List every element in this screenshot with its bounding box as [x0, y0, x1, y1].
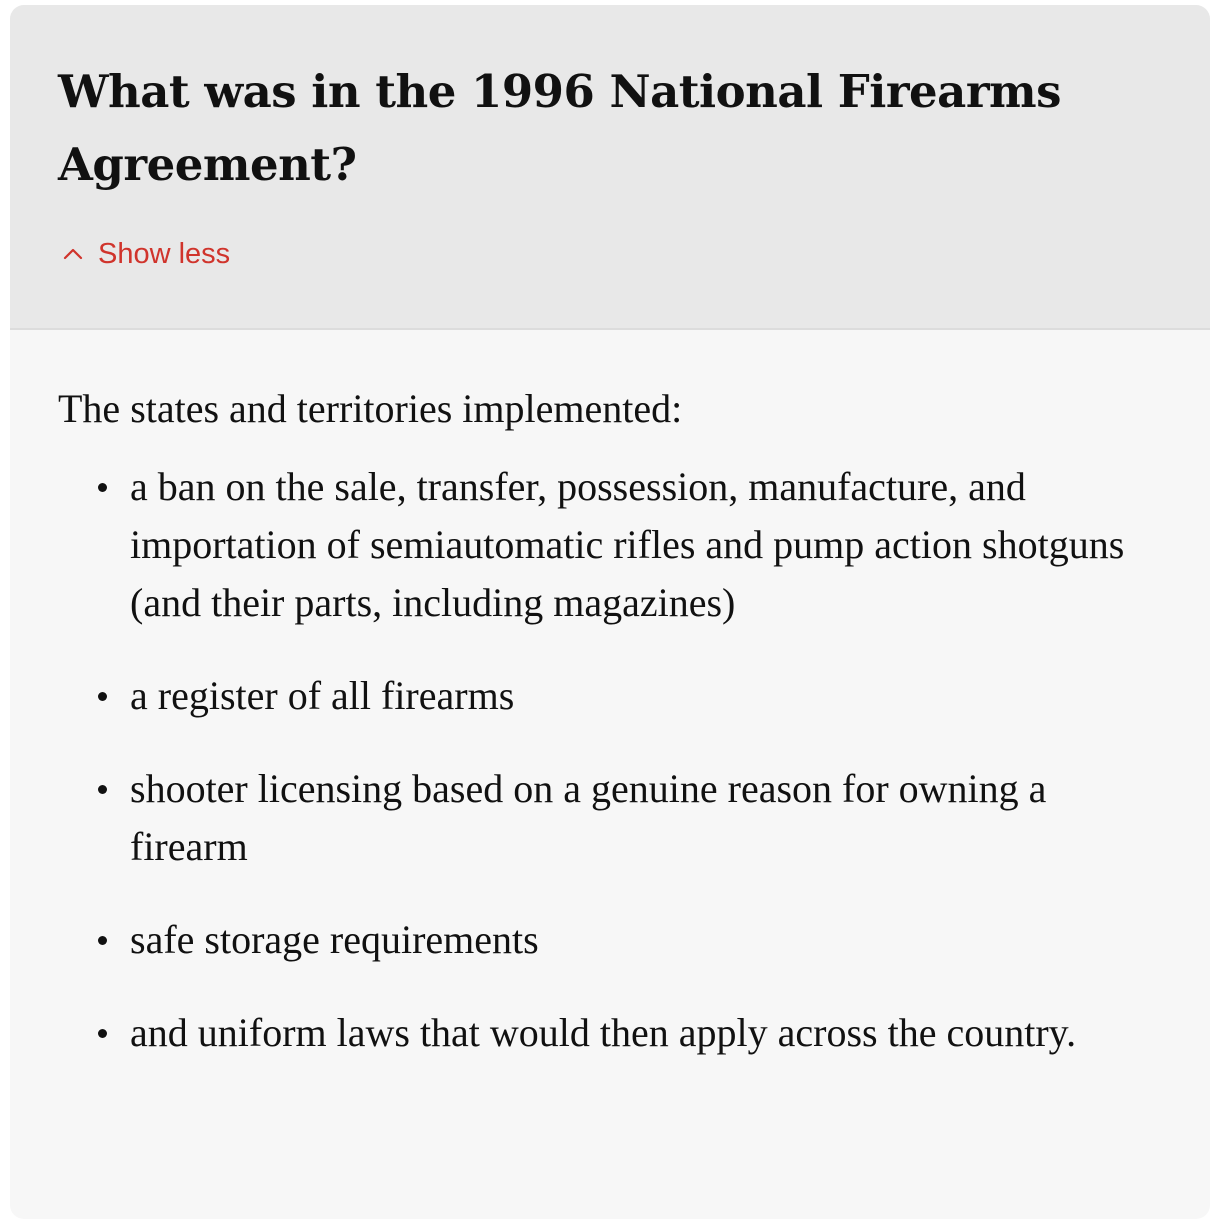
bullet-dot — [98, 785, 107, 794]
list-item-text: safe storage requirements — [130, 917, 539, 962]
show-less-button[interactable] — [58, 239, 230, 269]
answer-list — [58, 458, 1162, 1062]
bullet-dot — [98, 936, 107, 945]
list-item-text: a ban on the sale, transfer, possession, manufacture, and importation of semiautomatic rifles and pump action shotguns (and their parts, including magazines) — [130, 464, 1125, 625]
list-item-text: and uniform laws that would then apply across the country. — [130, 1010, 1077, 1055]
list-item-text: shooter licensing based on a genuine reason for owning a firearm — [130, 766, 1047, 869]
faq-header — [10, 5, 1210, 330]
list-item — [130, 1004, 1162, 1062]
faq-answer — [10, 330, 1210, 1062]
faq-card — [10, 5, 1210, 1219]
faq-question: What was in the 1996 National Firearms Agreement? — [58, 65, 1061, 191]
list-item — [130, 667, 1162, 725]
chevron-up-icon — [62, 243, 84, 265]
list-item-text: a register of all firearms — [130, 673, 515, 718]
bullet-dot — [98, 483, 107, 492]
bullet-dot — [98, 692, 107, 701]
show-less-label: Show less — [98, 238, 231, 270]
list-item — [130, 458, 1162, 632]
bullet-dot — [98, 1029, 107, 1038]
answer-intro: The states and territories implemented: — [58, 386, 683, 431]
list-item — [130, 760, 1162, 876]
list-item — [130, 911, 1162, 969]
